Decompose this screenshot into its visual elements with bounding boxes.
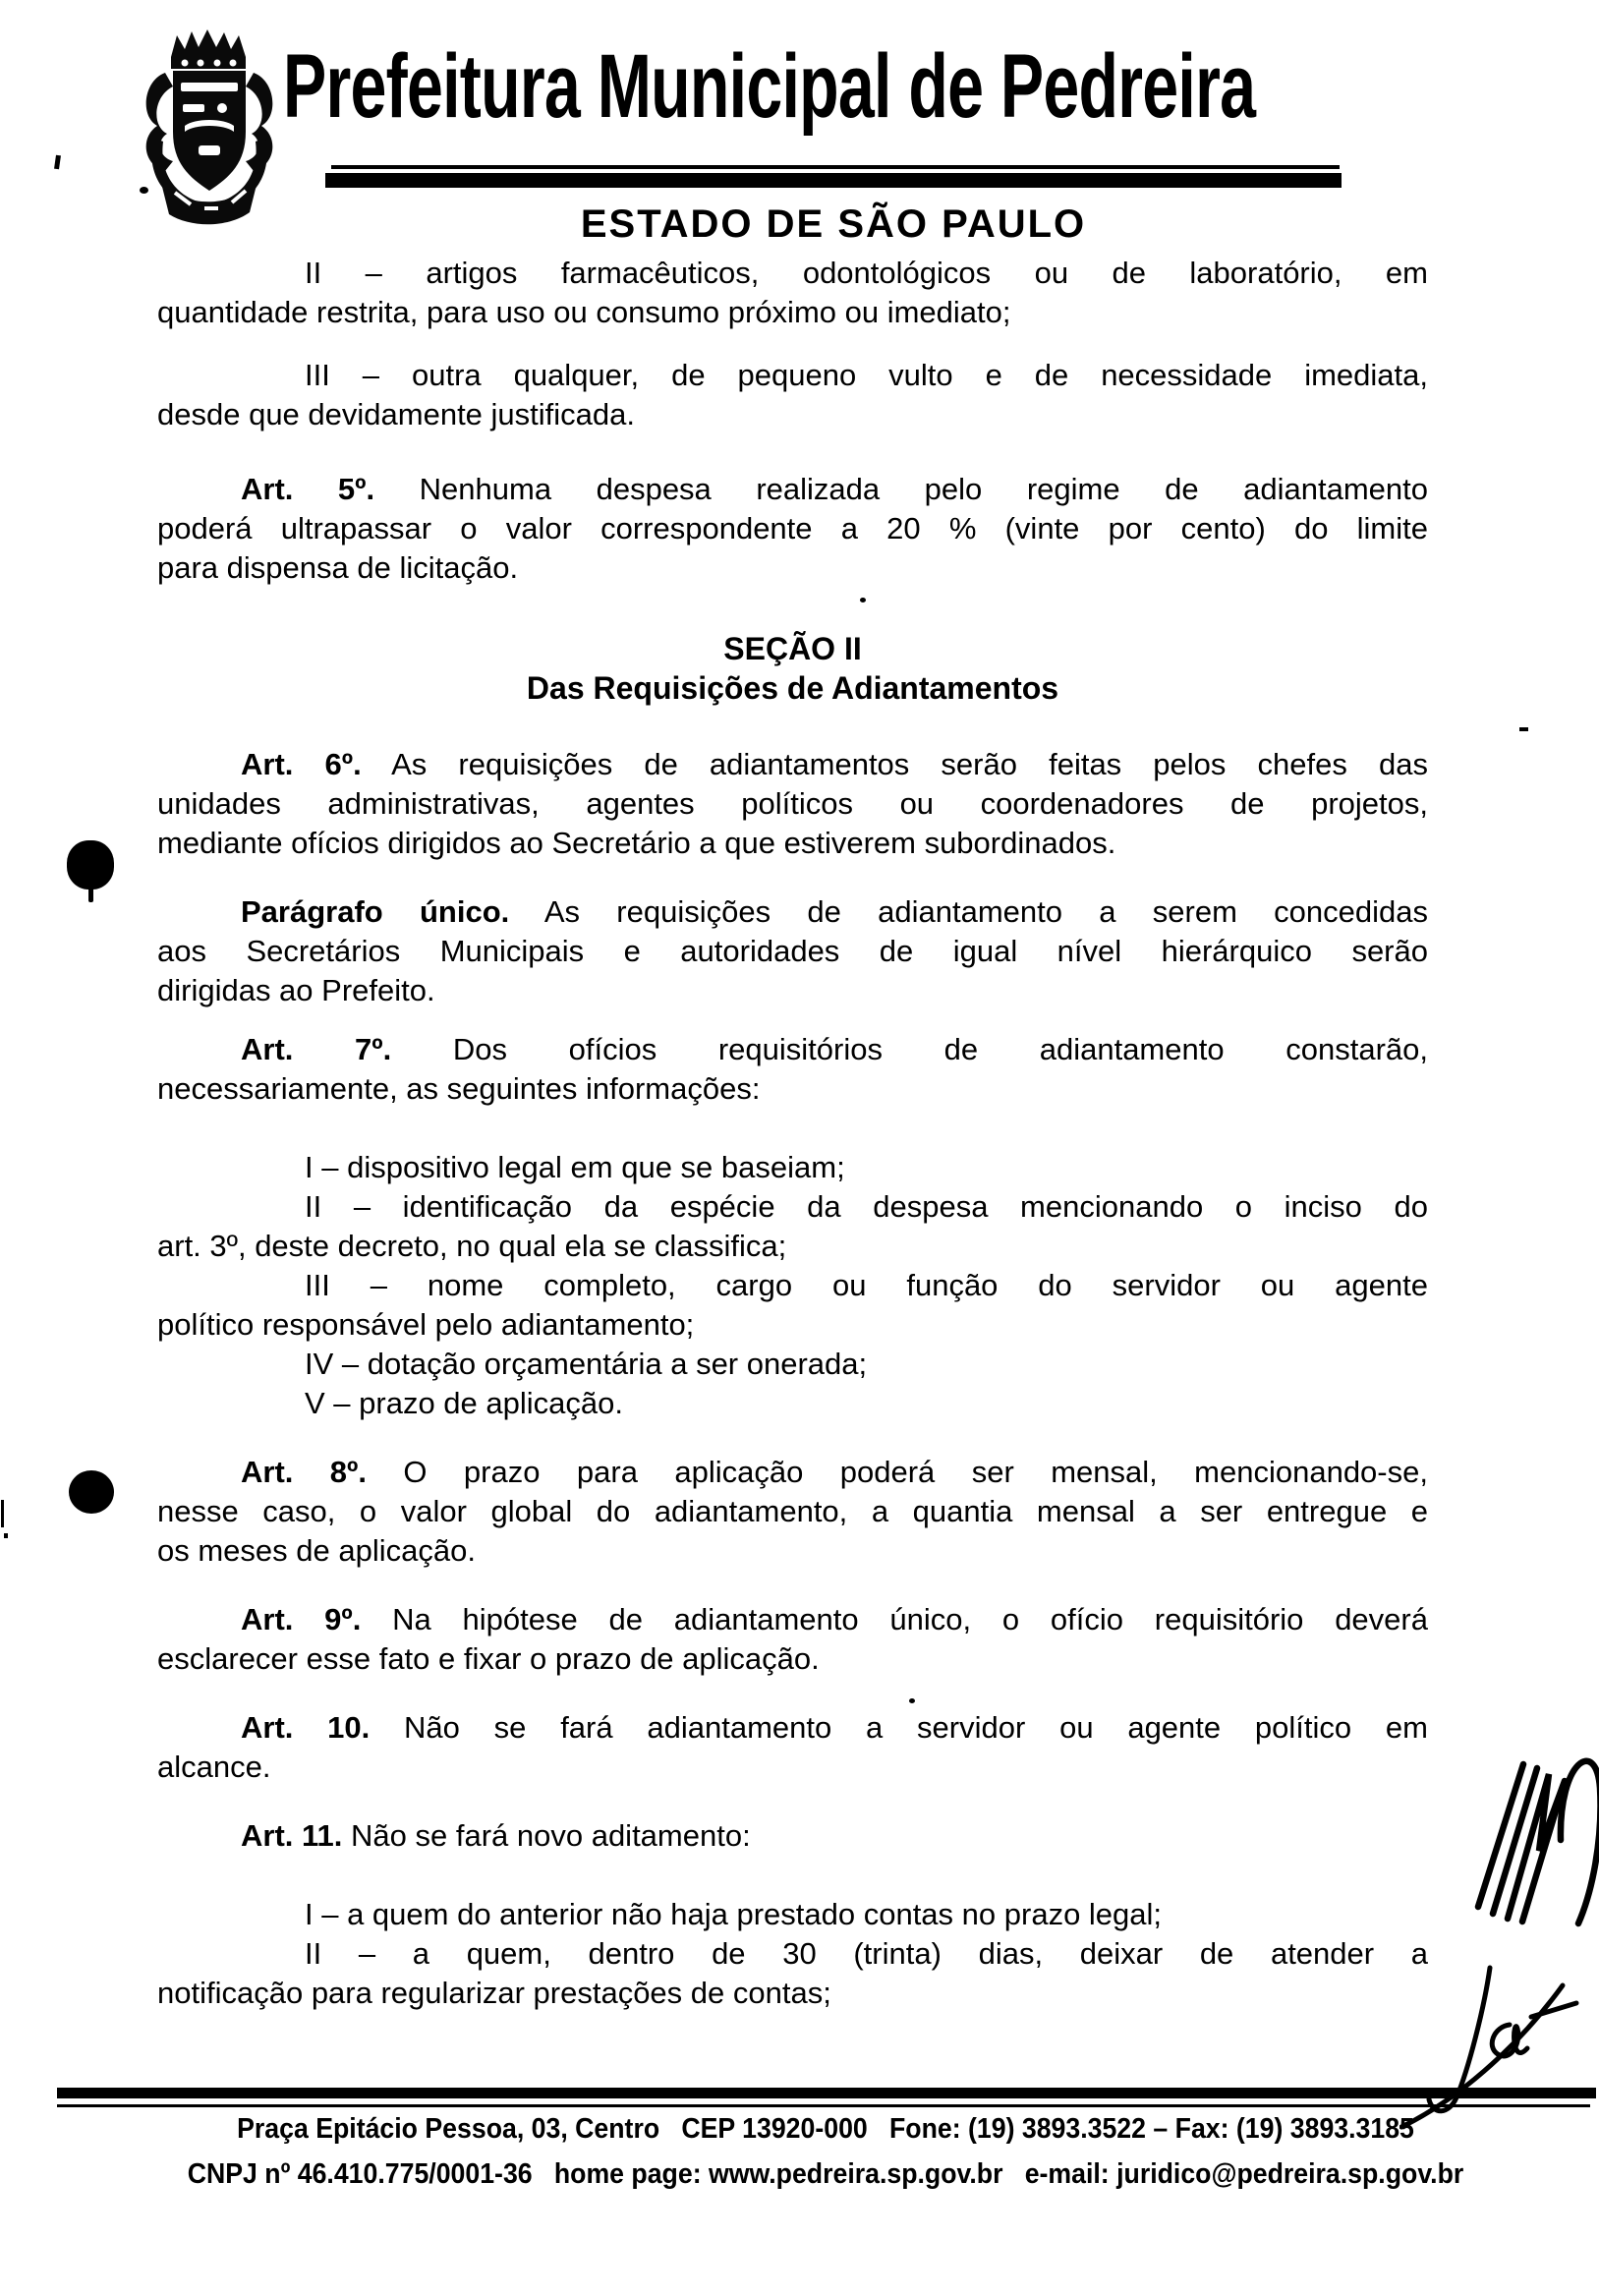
paragraph-art7: [157, 1030, 1428, 1109]
header-rule-thin: [331, 165, 1340, 169]
paragraph-line: Na hipótese de adiantamento único, o ofício requisitório deverá: [361, 1602, 1428, 1636]
article-number: Art. 10.: [241, 1710, 371, 1745]
paragraph-line: III – outra qualquer, de pequeno vulto e de necessidade imediata,: [305, 358, 1428, 392]
list-item-text: art. 3º, deste decreto, no qual ela se classifica;: [157, 1229, 787, 1263]
list-item-ii-art11: [157, 1934, 1428, 2013]
paragraph-line: As requisições de adiantamento a serem concedidas: [509, 894, 1429, 929]
paragraph-art9: [157, 1600, 1428, 1679]
hole-punch-top-tail: [88, 886, 93, 902]
paragraph-line: Nenhuma despesa realizada pelo regime de adiantamento: [374, 472, 1428, 506]
paragraph-art5: [157, 470, 1428, 588]
paragraph-paragrafo-unico: [157, 892, 1428, 1010]
paragraph-line: Dos ofícios requisitórios de adiantamento constarão,: [391, 1032, 1428, 1066]
paragraph-item-iii: [157, 356, 1428, 434]
list-item-iii: [157, 1266, 1428, 1345]
paragraph-art10: [157, 1708, 1428, 1787]
paragraph-art8: [157, 1453, 1428, 1571]
paragraph-item-ii: [157, 254, 1428, 332]
state-label: ESTADO DE SÃO PAULO: [580, 202, 1087, 246]
article-number: Art. 9º.: [241, 1602, 362, 1636]
list-item-text: V – prazo de aplicação.: [305, 1386, 623, 1420]
paragraph-line: esclarecer esse fato e fixar o prazo de aplicação.: [157, 1641, 820, 1676]
paragraph-line: quantidade restrita, para uso ou consumo próximo ou imediato;: [157, 295, 1011, 329]
list-item-text: II – a quem, dentro de 30 (trinta) dias, deixar de atender a: [305, 1936, 1428, 1971]
article-number: Art. 6º.: [241, 747, 362, 781]
paragraph-line: desde que devidamente justificada.: [157, 397, 635, 431]
section-heading: [157, 629, 1428, 708]
page-title: Prefeitura Municipal de Pedreira: [283, 36, 1256, 137]
paragraph-line: Não se fará adiantamento a servidor ou agente político em: [370, 1710, 1428, 1745]
list-item-text: político responsável pelo adiantamento;: [157, 1307, 695, 1342]
paragraph-line: As requisições de adiantamentos serão feitas pelos chefes das: [361, 747, 1428, 781]
paragraph-line: unidades administrativas, agentes políticos ou coordenadores de projetos,: [157, 786, 1428, 821]
section-title: SEÇÃO II: [723, 631, 862, 666]
paragraph-art11: [157, 1816, 1428, 1856]
list-item-text: notificação para regularizar prestações de contas;: [157, 1976, 831, 2010]
scan-speck: [909, 1698, 915, 1703]
scan-speck: [1, 1500, 4, 1527]
paragraph-line: para dispensa de licitação.: [157, 550, 519, 585]
footer-rule-thin: [57, 2104, 1590, 2107]
list-item-i: [157, 1148, 1428, 1187]
list-item-text: I – a quem do anterior não haja prestado contas no prazo legal;: [305, 1897, 1163, 1931]
scan-speck: [140, 187, 148, 194]
footer-rule-thick: [57, 2088, 1596, 2098]
list-item-text: I – dispositivo legal em que se baseiam;: [305, 1150, 845, 1184]
article-number: Art. 7º.: [241, 1032, 392, 1066]
paragraph-art6: [157, 745, 1428, 863]
list-item-v: [157, 1384, 1428, 1423]
article-number: Art. 5º.: [241, 472, 375, 506]
list-item-ii: [157, 1187, 1428, 1266]
article-number: Art. 8º.: [241, 1455, 367, 1489]
handwritten-initials-icon: [1466, 1727, 1599, 1928]
scan-speck: [54, 155, 61, 170]
article-number: Art. 11.: [241, 1818, 343, 1853]
list-item-text: II – identificação da espécie da despesa mencionando o inciso do: [305, 1189, 1428, 1224]
list-item-text: IV – dotação orçamentária a ser onerada;: [305, 1347, 868, 1381]
paragraph-line: nesse caso, o valor global do adiantamento, a quantia mensal a ser entregue e: [157, 1494, 1428, 1528]
paragraph-label: Parágrafo único.: [241, 894, 510, 929]
coat-of-arms-icon: [136, 28, 283, 236]
paragraph-line: aos Secretários Municipais e autoridades de igual nível hierárquico serão: [157, 934, 1428, 968]
paragraph-line: Não se fará novo aditamento:: [342, 1818, 751, 1853]
footer-cnpj: CNPJ nº 46.410.775/0001-36 home page: www.pedreira.sp.gov.br e-mail: juridico@pedreira.sp.gov.br: [187, 2158, 1464, 2190]
paragraph-line: poderá ultrapassar o valor correspondente a 20 % (vinte por cento) do limite: [157, 511, 1428, 545]
scan-speck: [860, 598, 866, 603]
paragraph-line: O prazo para aplicação poderá ser mensal, mencionando-se,: [366, 1455, 1428, 1489]
section-subtitle: Das Requisições de Adiantamentos: [526, 670, 1059, 706]
list-item-i-art11: [157, 1895, 1428, 1934]
hole-punch-top: [67, 840, 114, 890]
footer-address: Praça Epitácio Pessoa, 03, Centro CEP 13920-000 Fone: (19) 3893.3522 – Fax: (19) 3893.3185: [237, 2113, 1414, 2145]
scan-speck: [1519, 727, 1528, 731]
scan-speck: [4, 1533, 8, 1538]
paragraph-line: mediante ofícios dirigidos ao Secretário a que estiverem subordinados.: [157, 826, 1116, 860]
list-item-text: III – nome completo, cargo ou função do servidor ou agente: [305, 1268, 1428, 1302]
paragraph-line: necessariamente, as seguintes informações:: [157, 1071, 761, 1106]
list-item-iv: [157, 1345, 1428, 1384]
hole-punch-bottom: [69, 1470, 114, 1514]
paragraph-line: alcance.: [157, 1750, 271, 1784]
paragraph-line: II – artigos farmacêuticos, odontológicos ou de laboratório, em: [305, 256, 1428, 290]
paragraph-line: os meses de aplicação.: [157, 1533, 476, 1568]
paragraph-line: dirigidas ao Prefeito.: [157, 973, 435, 1007]
handwritten-signature-icon: [1399, 1934, 1596, 2131]
header-rule-thick: [325, 173, 1342, 188]
